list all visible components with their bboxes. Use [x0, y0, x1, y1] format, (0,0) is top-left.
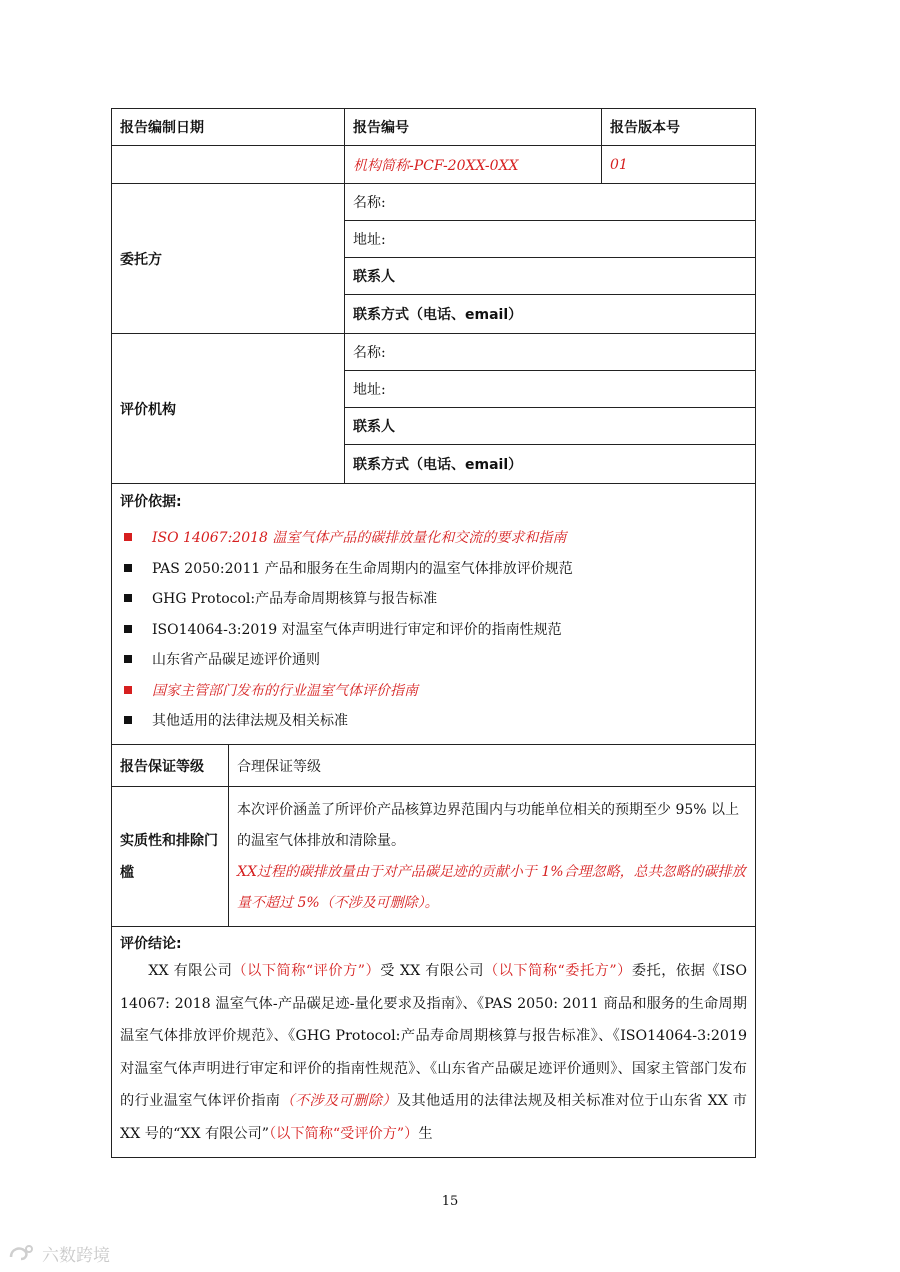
assurance-value: 合理保证等级: [237, 758, 321, 775]
client-section: [112, 184, 755, 334]
materiality-row: [112, 787, 755, 927]
conclusion-part-red: （以下简称“评价方”）: [232, 963, 381, 979]
watermark-text: 六数跨境: [42, 1246, 110, 1266]
bullet-square-icon: [124, 655, 132, 663]
conclusion-part: 受 XX 有限公司: [380, 963, 484, 979]
assurance-label: 报告保证等级: [112, 745, 229, 786]
basis-title: 评价依据:: [120, 494, 182, 510]
materiality-label: 实质性和排除门槛: [112, 787, 229, 926]
basis-item: [120, 522, 747, 553]
bullet-square-icon: [124, 686, 132, 694]
materiality-text: 本次评价涵盖了所评价产品核算边界范围内与功能单位相关的预期至少 95% 以上的温室气体排放和清除量。: [237, 801, 740, 849]
header-version: 报告版本号: [610, 120, 680, 136]
table-values-row: [112, 146, 755, 184]
bullet-square-icon: [124, 533, 132, 541]
basis-item-text: 山东省产品碳足迹评价通则: [152, 652, 320, 669]
conclusion-title: 评价结论:: [120, 936, 182, 952]
page-number: 15: [441, 1194, 459, 1209]
basis-item: [120, 675, 747, 706]
basis-item: [120, 644, 747, 675]
bullet-square-icon: [124, 625, 132, 633]
basis-item-text: ISO14064-3:2019 对温室气体声明进行审定和评价的指南性规范: [152, 621, 562, 638]
assurance-row: [112, 745, 755, 787]
basis-list: [120, 522, 747, 736]
evaluator-section: [112, 334, 755, 484]
client-contact-info: 联系方式（电话、email）: [353, 306, 523, 323]
conclusion-part-red: （以下简称“委托方”）: [484, 963, 632, 979]
basis-item-text: ISO 14067:2018 温室气体产品的碳排放量化和交流的要求和指南: [152, 530, 567, 547]
conclusion-part-red: （不涉及可删除）: [280, 1093, 397, 1109]
evaluator-contact-info: 联系方式（电话、email）: [353, 456, 523, 473]
header-report-no: 报告编号: [345, 109, 602, 145]
basis-item-text: GHG Protocol:产品寿命周期核算与报告标准: [152, 591, 438, 608]
evaluator-name: 名称:: [345, 334, 755, 371]
conclusion-part: 生: [418, 1125, 433, 1142]
date-value: [112, 146, 345, 183]
bullet-square-icon: [124, 594, 132, 602]
watermark-logo-icon: [8, 1243, 36, 1265]
conclusion-section: [112, 927, 755, 1157]
client-name: 名称:: [345, 184, 755, 221]
report-info-table: [111, 108, 756, 1158]
conclusion-text: [120, 955, 747, 1150]
materiality-exclusion: XX过程的碳排放量由于对产品碳足迹的贡献小于 1%合理忽略，总共忽略的碳排放量不超过 5%（不涉及可删除）。: [237, 863, 746, 911]
basis-item-text: 国家主管部门发布的行业温室气体评价指南: [152, 682, 418, 699]
client-label: 委托方: [112, 184, 345, 333]
version-value: 01: [610, 156, 628, 173]
header-date: 报告编制日期: [112, 109, 345, 145]
evaluator-contact: 联系人: [345, 408, 755, 445]
basis-section: [112, 484, 755, 745]
basis-item: [120, 553, 747, 584]
conclusion-part-red: （以下简称“受评价方”）: [269, 1125, 419, 1142]
watermark: [8, 1241, 110, 1266]
basis-item: [120, 614, 747, 645]
basis-item-text: PAS 2050:2011 产品和服务在生命周期内的温室气体排放评价规范: [152, 560, 573, 577]
table-header-row: [112, 109, 755, 146]
basis-item-text: 其他适用的法律法规及相关标准: [152, 713, 348, 730]
basis-item: [120, 583, 747, 614]
evaluator-label: 评价机构: [112, 334, 345, 483]
evaluator-address: 地址:: [345, 371, 755, 408]
conclusion-part: 委托，依据《ISO 14067: 2018 温室气体-产品碳足迹-量化要求及指南》、《PAS 2050: 2011 商品和服务的生命周期温室气体排放评价规范》、《GHG Protocol:产品寿命周期核算与报告标准》、《ISO14064-3:2019 对温室气体声明进行审定和评价的指南性规范》、《山东省产品碳足迹评价通则》、国家主管部门发布的行业温室气体评价指南: [120, 963, 747, 1109]
conclusion-part: 及其他适用的法律法规及相关标准对位于山东省 XX 市 XX 号的“XX 有限公司”: [120, 1093, 747, 1142]
bullet-square-icon: [124, 716, 132, 724]
basis-item: [120, 705, 747, 736]
client-contact: 联系人: [345, 258, 755, 295]
bullet-square-icon: [124, 564, 132, 572]
report-no-value: 机构简称-PCF-20XX-0XX: [345, 146, 602, 183]
client-address: 地址:: [345, 221, 755, 258]
conclusion-part: XX 有限公司: [148, 963, 233, 979]
